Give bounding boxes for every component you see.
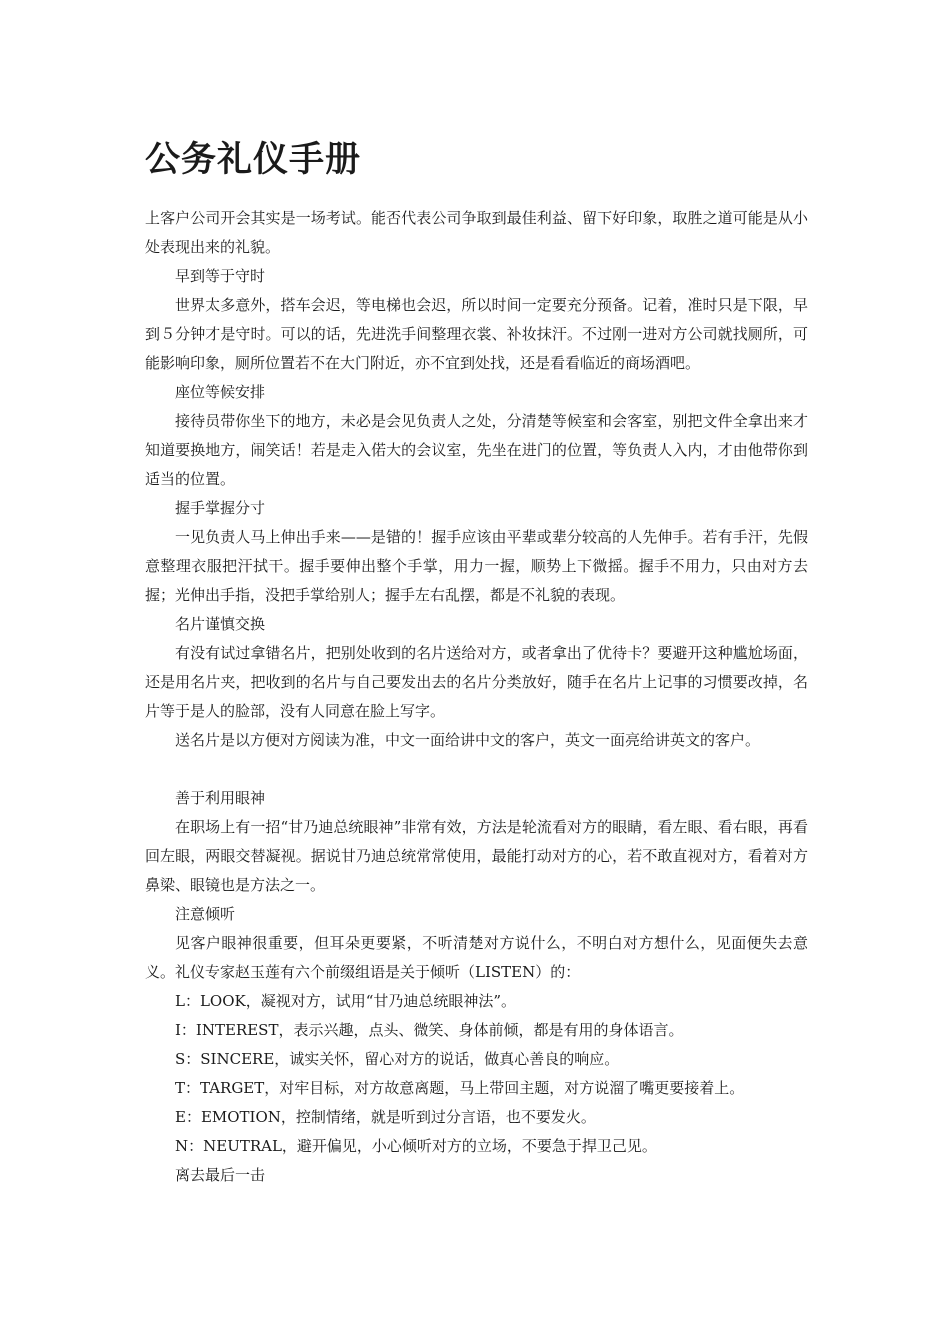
section-paragraph: 在职场上有一招“甘乃迪总统眼神”非常有效，方法是轮流看对方的眼睛，看左眼、看右眼，再看回左眼，两眼交替凝视。据说甘乃迪总统常常使用，最能打动对方的心，若不敢直视对方，看着对方鼻梁、眼镜也是方法之一。	[145, 818, 808, 894]
listen-item: L：LOOK，凝视对方，试用“甘乃迪总统眼神法”。	[175, 992, 517, 1010]
listen-item: S：SINCERE，诚实关怀，留心对方的说话，做真心善良的响应。	[175, 1050, 620, 1068]
listen-item: N：NEUTRAL，避开偏见，小心倾听对方的立场，不要急于捍卫己见。	[175, 1137, 657, 1155]
section-paragraph: 世界太多意外，搭车会迟，等电梯也会迟，所以时间一定要充分预备。记着，准时只是下限，早到５分钟才是守时。可以的话，先进洗手间整理衣裳、补妆抹汗。不过刚一进对方公司就找厕所，可能影响印象，厕所位置若不在大门附近，亦不宜到处找，还是看看临近的商场酒吧。	[145, 296, 808, 372]
document-title: 公务礼仪手册	[145, 140, 362, 180]
intro-paragraph: 上客户公司开会其实是一场考试。能否代表公司争取到最佳利益、留下好印象，取胜之道可能是从小处表现出来的礼貌。	[145, 209, 808, 256]
section-heading: 名片谨慎交换	[175, 615, 266, 633]
section-paragraph: 有没有试过拿错名片，把别处收到的名片送给对方，或者拿出了优待卡？要避开这种尴尬场面，还是用名片夹，把收到的名片与自己要发出去的名片分类放好，随手在名片上记事的习惯要改掉，名片等于是人的脸部，没有人同意在脸上写字。	[145, 644, 808, 720]
section-paragraph: 送名片是以方便对方阅读为准，中文一面给讲中文的客户，英文一面亮给讲英文的客户。	[175, 731, 761, 749]
section-heading: 握手掌握分寸	[175, 499, 266, 517]
section-heading: 注意倾听	[175, 905, 236, 923]
listen-item: E：EMOTION，控制情绪，就是听到过分言语，也不要发火。	[175, 1108, 596, 1126]
blank-line	[145, 755, 808, 784]
listen-item: T：TARGET，对牢目标，对方故意离题，马上带回主题，对方说溜了嘴更要接着上。	[175, 1079, 745, 1097]
section-heading: 善于利用眼神	[175, 789, 266, 807]
section-paragraph: 一见负责人马上伸出手来——是错的！握手应该由平辈或辈分较高的人先伸手。若有手汗，先假意整理衣服把汗拭干。握手要伸出整个手掌，用力一握，顺势上下微摇。握手不用力，只由对方去握；光伸出手指，没把手掌给别人；握手左右乱摆，都是不礼貌的表现。	[145, 528, 808, 604]
section-heading: 离去最后一击	[175, 1166, 266, 1184]
section-heading: 座位等候安排	[175, 383, 266, 401]
listen-item: I：INTEREST，表示兴趣，点头、微笑、身体前倾，都是有用的身体语言。	[175, 1021, 684, 1039]
document-body	[145, 204, 808, 1190]
section-paragraph: 接待员带你坐下的地方，未必是会见负责人之处，分清楚等候室和会客室，别把文件全拿出来才知道要换地方，闹笑话！若是走入偌大的会议室，先坐在进门的位置，等负责人入内，才由他带你到适当的位置。	[145, 412, 808, 488]
section-paragraph: 见客户眼神很重要，但耳朵更要紧，不听清楚对方说什么，不明白对方想什么，见面便失去意义。礼仪专家赵玉莲有六个前缀组语是关于倾听（LISTEN）的：	[145, 934, 808, 981]
section-heading: 早到等于守时	[175, 267, 266, 285]
